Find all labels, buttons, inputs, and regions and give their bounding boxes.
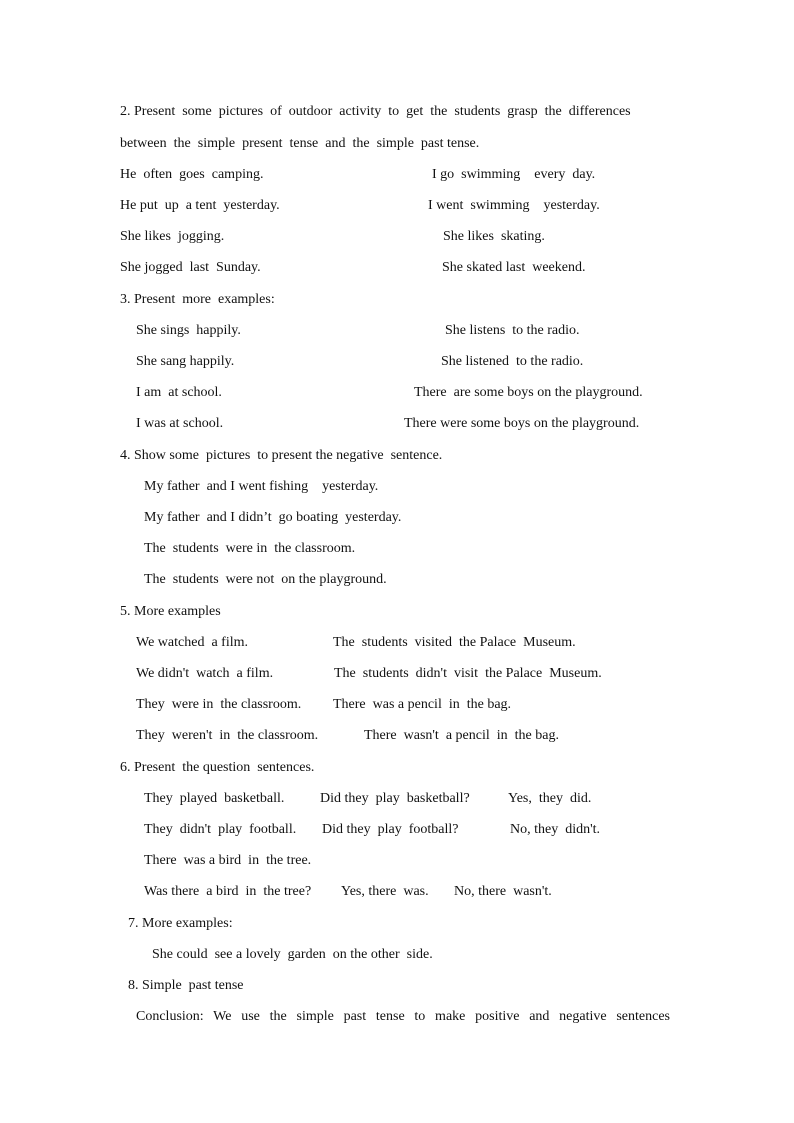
s6-line-3: There was a bird in the tree. (144, 853, 312, 868)
s6-row-2-answer: No, they didn't. (510, 822, 601, 837)
s3-row-4-left: I was at school. (136, 416, 224, 431)
s3-row-1-left: She sings happily. (136, 323, 241, 338)
s7-line-1: She could see a lovely garden on the other side. (152, 947, 433, 962)
s6-row-4-question: Was there a bird in the tree? (144, 884, 312, 899)
s8-conclusion: Conclusion: We use the simple past tense to make positive and negative sentences (136, 1009, 670, 1024)
s5-row-3-left: They were in the classroom. (136, 697, 302, 712)
s6-row-4-answer-no: No, there wasn't. (454, 884, 552, 899)
s2-row-1-right: I go swimming every day. (432, 167, 596, 182)
section-6-heading: 6. Present the question sentences. (120, 760, 315, 775)
s5-row-2-right: The students didn't visit the Palace Museum. (334, 666, 602, 681)
s5-row-2-left: We didn't watch a film. (136, 666, 274, 681)
section-2-heading-line-2: between the simple present tense and the simple past tense. (120, 136, 480, 151)
section-3-heading: 3. Present more examples: (120, 292, 275, 307)
s4-line-3: The students were in the classroom. (144, 541, 356, 556)
s6-row-2-question: Did they play football? (322, 822, 459, 837)
s4-line-2: My father and I didn’t go boating yesterday. (144, 510, 402, 525)
s2-row-3-right: She likes skating. (443, 229, 545, 244)
s6-row-1-statement: They played basketball. (144, 791, 285, 806)
s5-row-4-left: They weren't in the classroom. (136, 728, 319, 743)
s2-row-2-right: I went swimming yesterday. (428, 198, 600, 213)
section-2-heading-line-1: 2. Present some pictures of outdoor activity to get the students grasp the differences (120, 104, 631, 119)
s2-row-1-left: He often goes camping. (120, 167, 264, 182)
section-8-heading: 8. Simple past tense (128, 978, 244, 993)
section-7-heading: 7. More examples: (128, 916, 233, 931)
s4-line-4: The students were not on the playground. (144, 572, 387, 587)
s2-row-4-left: She jogged last Sunday. (120, 260, 261, 275)
s3-row-4-right: There were some boys on the playground. (404, 416, 640, 431)
s6-row-4-answer-yes: Yes, there was. (341, 884, 429, 899)
section-4-heading: 4. Show some pictures to present the negative sentence. (120, 448, 443, 463)
s5-row-1-left: We watched a film. (136, 635, 248, 650)
s6-row-1-question: Did they play basketball? (320, 791, 470, 806)
s2-row-4-right: She skated last weekend. (442, 260, 586, 275)
s5-row-1-right: The students visited the Palace Museum. (333, 635, 576, 650)
s3-row-2-left: She sang happily. (136, 354, 235, 369)
s6-row-1-answer: Yes, they did. (508, 791, 592, 806)
s3-row-2-right: She listened to the radio. (441, 354, 584, 369)
s6-row-2-statement: They didn't play football. (144, 822, 297, 837)
s5-row-3-right: There was a pencil in the bag. (333, 697, 512, 712)
s3-row-1-right: She listens to the radio. (445, 323, 580, 338)
s3-row-3-left: I am at school. (136, 385, 222, 400)
s2-row-2-left: He put up a tent yesterday. (120, 198, 280, 213)
s2-row-3-left: She likes jogging. (120, 229, 225, 244)
s5-row-4-right: There wasn't a pencil in the bag. (364, 728, 559, 743)
section-5-heading: 5. More examples (120, 604, 221, 619)
s4-line-1: My father and I went fishing yesterday. (144, 479, 379, 494)
s3-row-3-right: There are some boys on the playground. (414, 385, 643, 400)
